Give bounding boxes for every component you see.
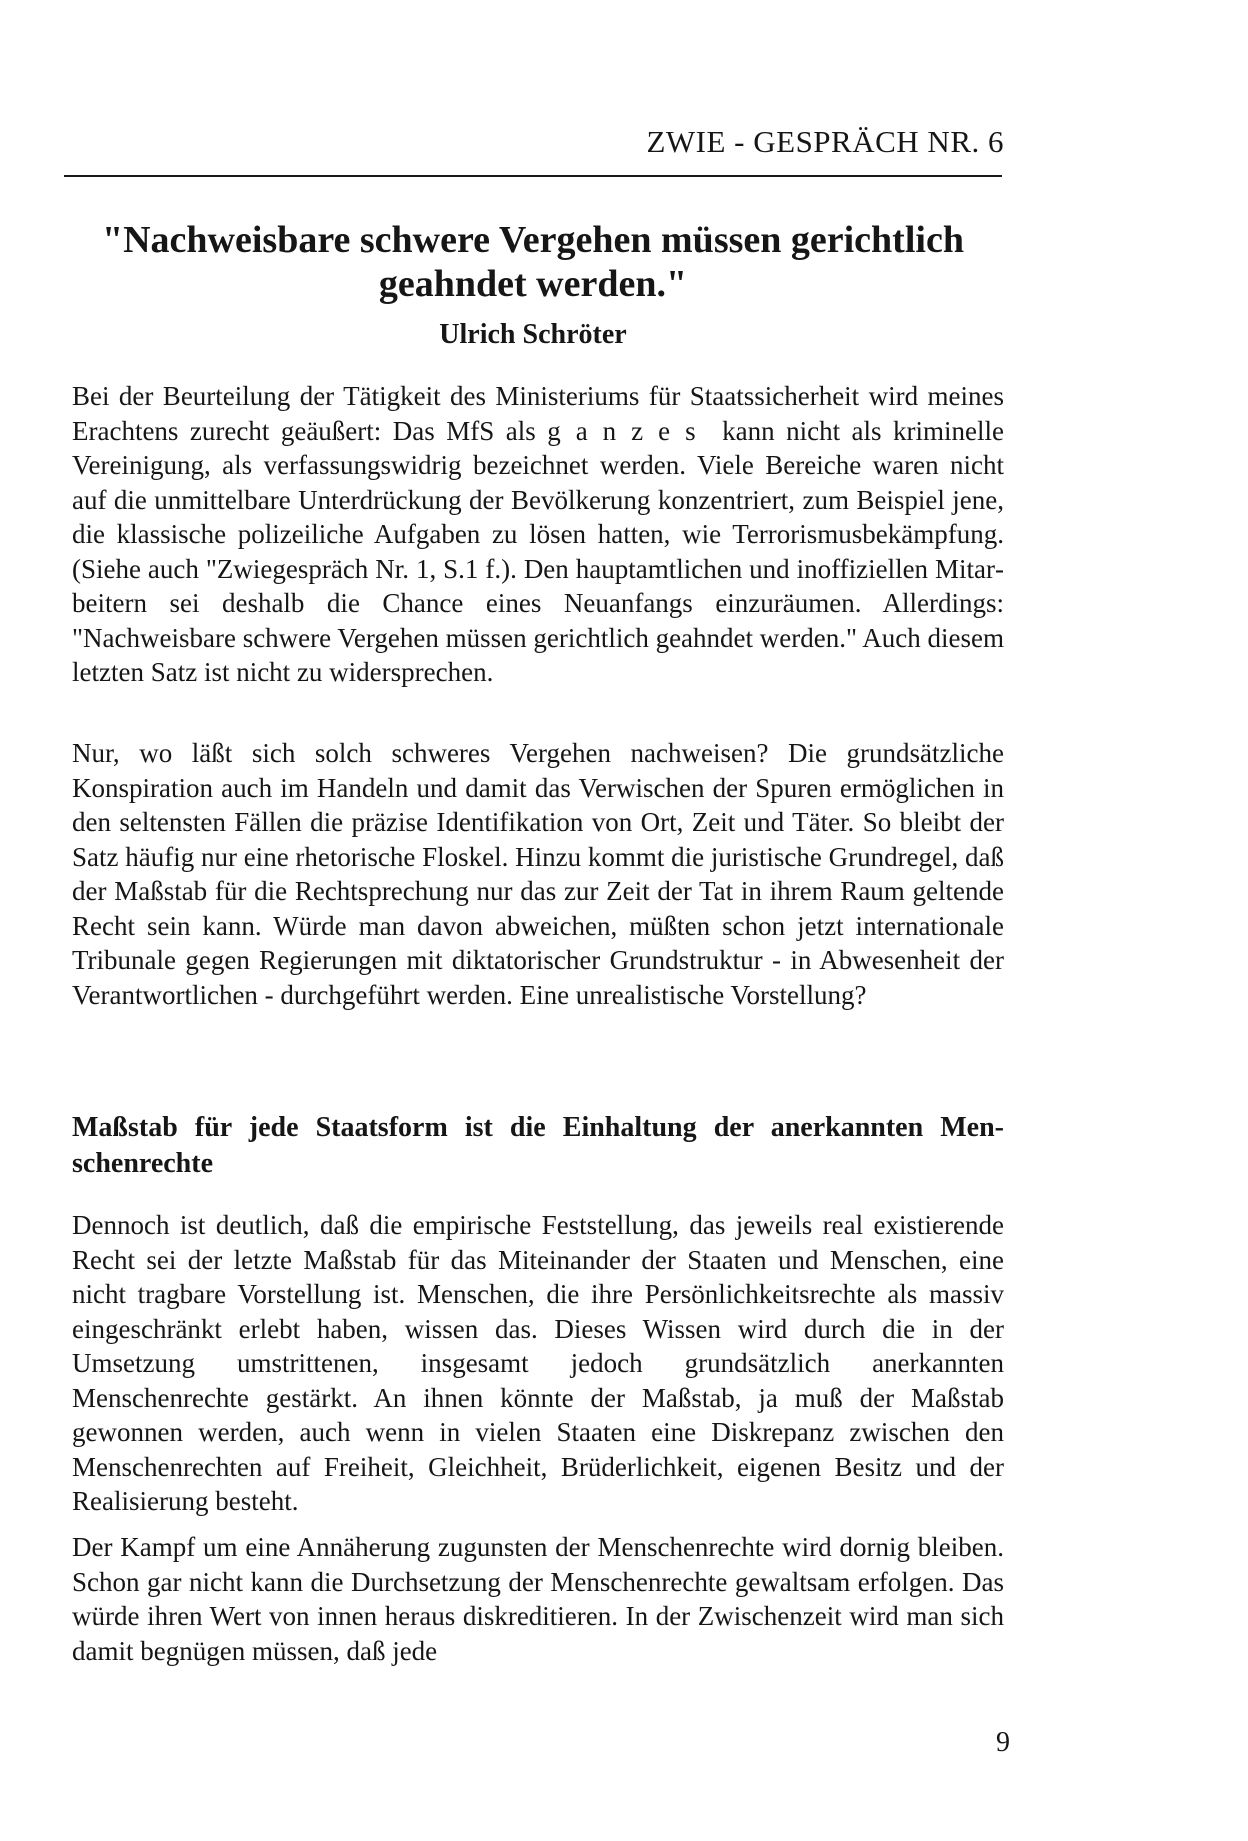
paragraph-2: Nur, wo läßt sich solch schweres Vergehen nachweisen? Die grundsätzliche Konspiration auch im Handeln und damit das Verwischen der Spuren ermöglichen in den seltensten Fällen die präzise Identifikation von Ort, Zeit und Täter. So bleibt der Satz häufig nur eine rhetorische Floskel. Hinzu kommt die juristische Grundregel, daß der Maßstab für die Rechtsprechung nur das zur Zeit der Tat in ihrem Raum geltende Recht sein kann. Würde man davon abweichen, müßten schon jetzt internationale Tribunale gegen Regierungen mit diktatorischer Grundstruktur - in Abwesenheit der Verantwortlichen - durchgeführt werden. Eine unrealistische Vorstellung? <box>72 738 1005 1010</box>
article-author: Ulrich Schröter <box>439 319 627 350</box>
page-number: 9 <box>996 1727 1010 1758</box>
paragraph-1 <box>72 379 1004 690</box>
paragraph-3: Dennoch ist deutlich, daß die empirische Feststellung, das jeweils real existierende Recht sei der letzte Maßstab für das Miteinander der Staaten und Menschen, eine nicht tragbare Vorstellung ist. Menschen, die ihre Persönlichkeitsrechte als massiv eingeschränkt erlebt haben, wissen das. Dieses Wissen wird durch die in der Umsetzung umstrittenen, insgesamt jedoch grundsätzlich anerkannten Menschenrechte gestärkt. An ihnen könnte der Maßstab, ja muß der Maßstab gewonnen werden, auch wenn in vielen Staaten eine Diskrepanz zwischen den Menschenrechten auf Freiheit, Gleichheit, Brüderlichkeit, eigenen Besitz und der Realisierung besteht. <box>72 1210 1004 1516</box>
paragraph-1-text-b: kann nicht als kriminelle Vereinigung, als verfassungswidrig bezeichnet werden. Viele Bereiche waren nicht auf die unmittelbare Unterdrückung der Bevölkerung konzentriert, zum Beispiel jene, die klassische polizeiliche Aufgaben zu lösen hatten, wie Terrorismusbekämpfung. (Siehe auch "Zwiegespräch Nr. 1, S.1 f.). Den hauptamtlichen und inoffiziellen Mitarbeitern sei deshalb die Chance eines Neuanfangs einzuräumen. Allerdings: "Nachweisbare schwere Vergehen müssen gerichtlich geahndet werden." Auch diesem letzten Satz ist nicht zu widersprechen. <box>72 415 1004 687</box>
paragraph-1-text-a: Bei der Beurteilung der Tätigkeit des Ministeriums für Staatssicherheit wird meines Erachtens zurecht geäußert: Das MfS als <box>72 381 1004 446</box>
header-rule <box>64 175 1002 177</box>
article-title: "Nachweisbare schwere Vergehen müssen gerichtlich geahndet werden." <box>102 219 964 305</box>
paragraph-1-spaced-word: ganzes <box>547 415 711 446</box>
section-heading: Maßstab für jede Staatsform ist die Einhaltung der anerkannten Menschenrechte <box>72 1112 1004 1179</box>
paragraph-4: Der Kampf um eine Annäherung zugunsten der Menschenrechte wird dornig bleiben. Schon gar nicht kann die Durchsetzung der Menschenrechte gewaltsam erfolgen. Das würde ihren Wert von innen heraus diskreditieren. In der Zwischenzeit wird man sich damit begnügen müssen, daß jede <box>72 1532 1004 1666</box>
running-head: ZWIE - GESPRÄCH NR. 6 <box>646 124 1004 159</box>
